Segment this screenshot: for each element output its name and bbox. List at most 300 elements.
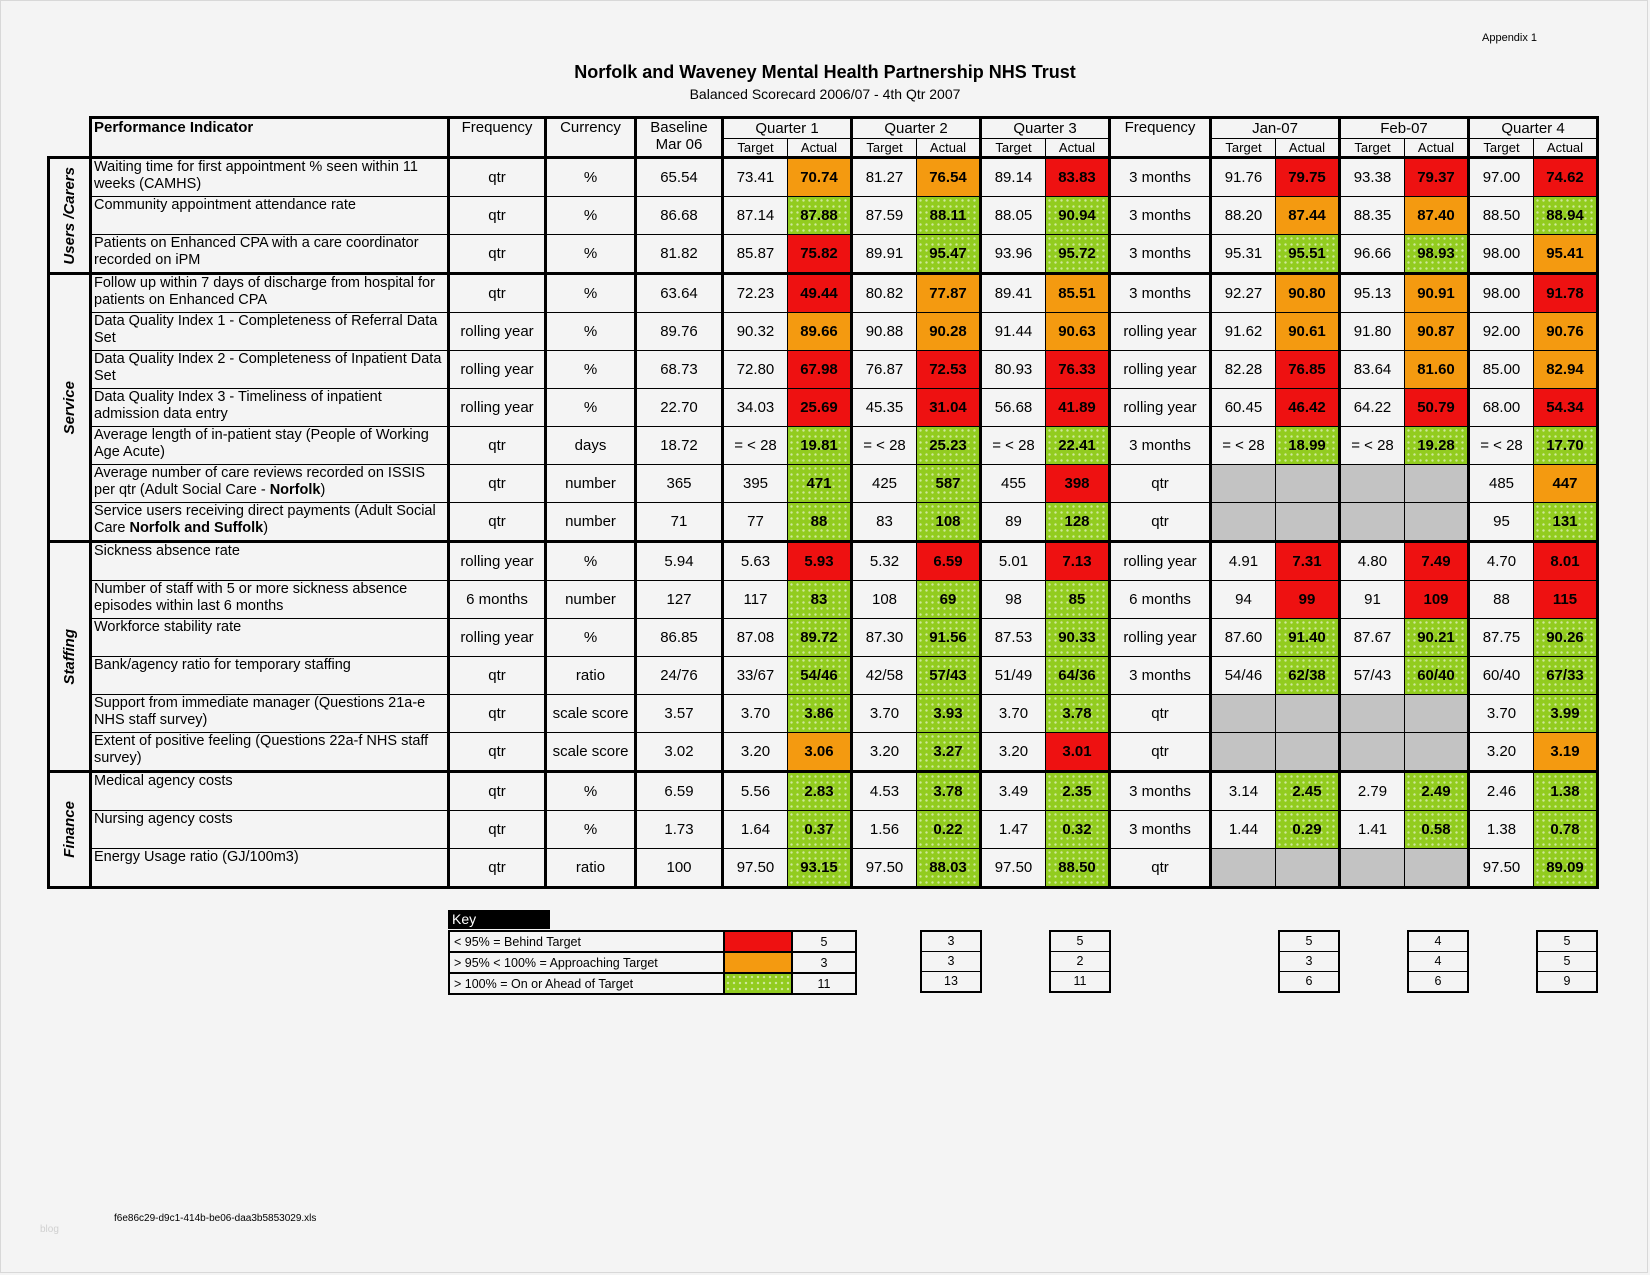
q1-actual-cell: 83	[788, 581, 852, 619]
table-row	[49, 811, 1598, 849]
frequency-cell: qtr	[449, 772, 546, 811]
feb-target-cell: = < 28	[1340, 427, 1405, 465]
indicator-name: Number of staff with 5 or more sickness absence episodes within last 6 months	[91, 581, 449, 619]
frequency-2-cell: qtr	[1110, 503, 1211, 542]
jan-target-cell: 54/46	[1211, 657, 1276, 695]
currency-cell: ratio	[546, 657, 636, 695]
q4-actual-cell: 115	[1534, 581, 1598, 619]
feb-actual-cell: 98.93	[1405, 235, 1469, 274]
indicator-name-part: )	[320, 482, 326, 498]
q3-actual-cell: 88.50	[1046, 849, 1110, 888]
table-row	[49, 772, 1598, 811]
jan-target-cell	[1211, 503, 1276, 542]
feb-target-cell: 95.13	[1340, 274, 1405, 313]
header-feb-target: Target	[1340, 139, 1405, 158]
jan-target-cell: 1.44	[1211, 811, 1276, 849]
frequency-2-cell: 3 months	[1110, 158, 1211, 197]
q3-actual-cell: 22.41	[1046, 427, 1110, 465]
baseline-cell: 5.94	[636, 542, 723, 581]
q1-actual-cell: 89.72	[788, 619, 852, 657]
q3-actual-cell: 41.89	[1046, 389, 1110, 427]
q1-target-cell: 117	[723, 581, 788, 619]
indicator-name	[91, 503, 449, 542]
jan-target-cell: 4.91	[1211, 542, 1276, 581]
feb-target-cell: 93.38	[1340, 158, 1405, 197]
q2-actual-cell: 90.28	[917, 313, 981, 351]
baseline-cell: 71	[636, 503, 723, 542]
frequency-cell: qtr	[449, 197, 546, 235]
frequency-2-cell: qtr	[1110, 733, 1211, 772]
jan-actual-cell: 79.75	[1276, 158, 1340, 197]
section-label: Service	[61, 380, 78, 435]
indicator-name-part: Service users receiving direct payments (Adult Social Care	[94, 503, 436, 536]
jan-actual-cell: 90.80	[1276, 274, 1340, 313]
q3-actual-cell: 85	[1046, 581, 1110, 619]
q1-target-cell: 87.08	[723, 619, 788, 657]
q1-target-cell: = < 28	[723, 427, 788, 465]
jan-target-cell	[1211, 733, 1276, 772]
indicator-name: Bank/agency ratio for temporary staffing	[91, 657, 449, 695]
q4-target-cell: 88.50	[1469, 197, 1534, 235]
q4-target-cell: 88	[1469, 581, 1534, 619]
q4-target-cell: 97.50	[1469, 849, 1534, 888]
header-quarter3: Quarter 3	[981, 118, 1110, 139]
q2-target-cell: 45.35	[852, 389, 917, 427]
q1-target-cell: 34.03	[723, 389, 788, 427]
q2-actual-cell: 108	[917, 503, 981, 542]
indicator-name: Average length of in-patient stay (People of Working Age Acute)	[91, 427, 449, 465]
jan-target-cell: 60.45	[1211, 389, 1276, 427]
header-jan-actual: Actual	[1276, 139, 1340, 158]
jan-actual-cell: 95.51	[1276, 235, 1340, 274]
jan-actual-cell	[1276, 849, 1340, 888]
jan-actual-cell: 2.45	[1276, 772, 1340, 811]
header-feb-actual: Actual	[1405, 139, 1469, 158]
q4-target-cell: 92.00	[1469, 313, 1534, 351]
q4-target-cell: 87.75	[1469, 619, 1534, 657]
frequency-cell: qtr	[449, 811, 546, 849]
indicator-name: Medical agency costs	[91, 772, 449, 811]
q2-target-cell: 4.53	[852, 772, 917, 811]
q1-target-cell: 85.87	[723, 235, 788, 274]
key-count-q3-orange: 2	[1051, 952, 1109, 972]
baseline-cell: 1.73	[636, 811, 723, 849]
key-label-approaching: > 95% < 100% = Approaching Target	[449, 952, 724, 973]
q3-target-cell: 56.68	[981, 389, 1046, 427]
section-label: Finance	[61, 801, 78, 858]
key-title: Key	[448, 910, 550, 929]
indicator-name	[91, 465, 449, 503]
indicator-name: Sickness absence rate	[91, 542, 449, 581]
feb-target-cell	[1340, 503, 1405, 542]
frequency-cell: qtr	[449, 427, 546, 465]
header-q2-actual: Actual	[917, 139, 981, 158]
q4-actual-cell: 91.78	[1534, 274, 1598, 313]
q4-target-cell: 485	[1469, 465, 1534, 503]
jan-actual-cell: 46.42	[1276, 389, 1340, 427]
q1-actual-cell: 471	[788, 465, 852, 503]
table-row	[49, 158, 1598, 197]
jan-target-cell: 95.31	[1211, 235, 1276, 274]
key-count-feb-red: 4	[1409, 932, 1467, 952]
jan-actual-cell	[1276, 695, 1340, 733]
frequency-2-cell: 6 months	[1110, 581, 1211, 619]
jan-actual-cell: 0.29	[1276, 811, 1340, 849]
key-count-q2-orange: 3	[922, 952, 980, 972]
q4-actual-cell: 67/33	[1534, 657, 1598, 695]
header-q4-target: Target	[1469, 139, 1534, 158]
table-row	[49, 389, 1598, 427]
q2-target-cell: 42/58	[852, 657, 917, 695]
key-count-jan-green: 6	[1305, 974, 1313, 988]
table-row	[49, 465, 1598, 503]
q2-target-cell: 5.32	[852, 542, 917, 581]
q3-target-cell: 89	[981, 503, 1046, 542]
q1-actual-cell: 88	[788, 503, 852, 542]
key-swatch-red	[724, 931, 792, 952]
feb-target-cell: 2.79	[1340, 772, 1405, 811]
baseline-cell: 365	[636, 465, 723, 503]
jan-actual-cell: 91.40	[1276, 619, 1340, 657]
q3-actual-cell: 128	[1046, 503, 1110, 542]
q3-target-cell: 91.44	[981, 313, 1046, 351]
q3-actual-cell: 7.13	[1046, 542, 1110, 581]
indicator-name-bold: Norfolk and Suffolk	[129, 520, 264, 536]
indicator-name: Nursing agency costs	[91, 811, 449, 849]
section-label-cell	[49, 158, 91, 274]
q1-actual-cell: 93.15	[788, 849, 852, 888]
q1-target-cell: 72.80	[723, 351, 788, 389]
key-count-q1-orange: 3	[792, 952, 856, 973]
header-q1-actual: Actual	[788, 139, 852, 158]
q1-target-cell: 5.63	[723, 542, 788, 581]
footer-watermark: blog	[40, 1224, 59, 1235]
table-row	[49, 427, 1598, 465]
feb-target-cell: 88.35	[1340, 197, 1405, 235]
q4-target-cell: 97.00	[1469, 158, 1534, 197]
jan-target-cell: 91.62	[1211, 313, 1276, 351]
currency-cell: %	[546, 274, 636, 313]
section-label: Users /Carers	[61, 166, 78, 265]
frequency-2-cell: rolling year	[1110, 389, 1211, 427]
indicator-name: Waiting time for first appointment % seen within 11 weeks (CAMHS)	[91, 158, 449, 197]
key-count-q1-red: 5	[792, 931, 856, 952]
feb-target-cell: 91	[1340, 581, 1405, 619]
currency-cell: %	[546, 389, 636, 427]
currency-cell: number	[546, 503, 636, 542]
table-row	[49, 619, 1598, 657]
frequency-cell: rolling year	[449, 313, 546, 351]
q2-target-cell: 83	[852, 503, 917, 542]
frequency-cell: qtr	[449, 503, 546, 542]
q4-actual-cell: 89.09	[1534, 849, 1598, 888]
frequency-cell: rolling year	[449, 542, 546, 581]
q1-target-cell: 73.41	[723, 158, 788, 197]
header-quarter1: Quarter 1	[723, 118, 852, 139]
feb-target-cell: 87.67	[1340, 619, 1405, 657]
frequency-2-cell: 3 months	[1110, 274, 1211, 313]
feb-actual-cell: 109	[1405, 581, 1469, 619]
feb-target-cell: 96.66	[1340, 235, 1405, 274]
jan-target-cell: = < 28	[1211, 427, 1276, 465]
q3-target-cell: 5.01	[981, 542, 1046, 581]
q3-actual-cell: 90.63	[1046, 313, 1110, 351]
q4-actual-cell: 8.01	[1534, 542, 1598, 581]
scorecard-table	[47, 116, 1599, 889]
jan-actual-cell: 99	[1276, 581, 1340, 619]
q3-actual-cell: 64/36	[1046, 657, 1110, 695]
currency-cell: ratio	[546, 849, 636, 888]
q2-target-cell: 76.87	[852, 351, 917, 389]
baseline-cell: 86.85	[636, 619, 723, 657]
q2-target-cell: 89.91	[852, 235, 917, 274]
q1-target-cell: 5.56	[723, 772, 788, 811]
key-label-ahead: > 100% = On or Ahead of Target	[449, 973, 724, 994]
key-swatch-orange	[724, 952, 792, 973]
q1-actual-cell: 54/46	[788, 657, 852, 695]
q3-target-cell: 80.93	[981, 351, 1046, 389]
q1-target-cell: 1.64	[723, 811, 788, 849]
feb-target-cell: 1.41	[1340, 811, 1405, 849]
table-row	[49, 657, 1598, 695]
frequency-2-cell: 3 months	[1110, 235, 1211, 274]
q1-target-cell: 77	[723, 503, 788, 542]
feb-actual-cell: 90.91	[1405, 274, 1469, 313]
baseline-cell: 127	[636, 581, 723, 619]
frequency-2-cell: qtr	[1110, 849, 1211, 888]
feb-target-cell: 91.80	[1340, 313, 1405, 351]
q4-target-cell: 98.00	[1469, 274, 1534, 313]
feb-target-cell	[1340, 695, 1405, 733]
feb-target-cell: 83.64	[1340, 351, 1405, 389]
q4-target-cell: 68.00	[1469, 389, 1534, 427]
q1-target-cell: 33/67	[723, 657, 788, 695]
q2-actual-cell: 91.56	[917, 619, 981, 657]
feb-actual-cell: 0.58	[1405, 811, 1469, 849]
q3-actual-cell: 90.33	[1046, 619, 1110, 657]
q2-actual-cell: 587	[917, 465, 981, 503]
q1-actual-cell: 75.82	[788, 235, 852, 274]
q3-actual-cell: 85.51	[1046, 274, 1110, 313]
feb-target-cell	[1340, 849, 1405, 888]
key-count-jan-orange: 3	[1280, 952, 1338, 972]
q3-target-cell: 98	[981, 581, 1046, 619]
frequency-cell: qtr	[449, 733, 546, 772]
currency-cell: %	[546, 158, 636, 197]
baseline-cell: 6.59	[636, 772, 723, 811]
q2-actual-cell: 31.04	[917, 389, 981, 427]
baseline-cell: 68.73	[636, 351, 723, 389]
currency-cell: %	[546, 313, 636, 351]
indicator-name: Data Quality Index 1 - Completeness of Referral Data Set	[91, 313, 449, 351]
jan-target-cell: 88.20	[1211, 197, 1276, 235]
q1-actual-cell: 25.69	[788, 389, 852, 427]
indicator-name-bold: Norfolk	[269, 482, 321, 498]
q3-target-cell: 51/49	[981, 657, 1046, 695]
section-label: Staffing	[61, 628, 78, 685]
key-label-behind: < 95% = Behind Target	[449, 931, 724, 952]
key-count-q1-green: 11	[792, 973, 856, 994]
q4-actual-cell: 82.94	[1534, 351, 1598, 389]
frequency-2-cell: rolling year	[1110, 351, 1211, 389]
currency-cell: %	[546, 351, 636, 389]
q1-actual-cell: 67.98	[788, 351, 852, 389]
q1-actual-cell: 5.93	[788, 542, 852, 581]
q4-actual-cell: 447	[1534, 465, 1598, 503]
jan-target-cell: 3.14	[1211, 772, 1276, 811]
q1-actual-cell: 3.86	[788, 695, 852, 733]
q2-actual-cell: 95.47	[917, 235, 981, 274]
q4-actual-cell: 90.76	[1534, 313, 1598, 351]
table-row	[49, 197, 1598, 235]
q4-target-cell: 98.00	[1469, 235, 1534, 274]
q1-target-cell: 97.50	[723, 849, 788, 888]
q4-actual-cell: 54.34	[1534, 389, 1598, 427]
q2-target-cell: 108	[852, 581, 917, 619]
key-counts-q2	[920, 930, 982, 993]
header-q3-target: Target	[981, 139, 1046, 158]
key-count-q4-orange: 5	[1538, 952, 1596, 972]
feb-actual-cell: 19.28	[1405, 427, 1469, 465]
q1-actual-cell: 19.81	[788, 427, 852, 465]
q3-target-cell: 3.70	[981, 695, 1046, 733]
q1-target-cell: 87.14	[723, 197, 788, 235]
header-quarter2: Quarter 2	[852, 118, 981, 139]
frequency-2-cell: 3 months	[1110, 772, 1211, 811]
table-row	[49, 235, 1598, 274]
table-row	[49, 581, 1598, 619]
page-subtitle: Balanced Scorecard 2006/07 - 4th Qtr 2007	[689, 86, 961, 102]
baseline-cell: 24/76	[636, 657, 723, 695]
q3-target-cell: 87.53	[981, 619, 1046, 657]
key-swatch-green	[724, 973, 792, 994]
feb-actual-cell	[1405, 733, 1469, 772]
q2-target-cell: 3.70	[852, 695, 917, 733]
q3-target-cell: 89.14	[981, 158, 1046, 197]
indicator-name: Follow up within 7 days of discharge from hospital for patients on Enhanced CPA	[91, 274, 449, 313]
q2-target-cell: 1.56	[852, 811, 917, 849]
q4-target-cell: 3.20	[1469, 733, 1534, 772]
baseline-cell: 22.70	[636, 389, 723, 427]
q3-target-cell: 93.96	[981, 235, 1046, 274]
indicator-name-part: )	[263, 520, 269, 536]
indicator-name: Workforce stability rate	[91, 619, 449, 657]
key-counts-jan	[1278, 930, 1340, 993]
feb-actual-cell	[1405, 695, 1469, 733]
jan-target-cell: 92.27	[1211, 274, 1276, 313]
q3-actual-cell: 3.78	[1046, 695, 1110, 733]
key-count-q3-red: 5	[1051, 932, 1109, 952]
q1-actual-cell: 70.74	[788, 158, 852, 197]
frequency-cell: qtr	[449, 849, 546, 888]
indicator-name: Community appointment attendance rate	[91, 197, 449, 235]
q4-actual-cell: 131	[1534, 503, 1598, 542]
q4-target-cell: 85.00	[1469, 351, 1534, 389]
currency-cell: number	[546, 465, 636, 503]
q1-actual-cell: 3.06	[788, 733, 852, 772]
baseline-cell: 3.02	[636, 733, 723, 772]
q2-target-cell: 87.59	[852, 197, 917, 235]
q1-actual-cell: 49.44	[788, 274, 852, 313]
table-row	[49, 351, 1598, 389]
key-counts-feb	[1407, 930, 1469, 993]
q4-target-cell: 4.70	[1469, 542, 1534, 581]
header-frequency-2: Frequency	[1110, 118, 1211, 158]
q1-target-cell: 72.23	[723, 274, 788, 313]
q4-target-cell: 3.70	[1469, 695, 1534, 733]
q3-target-cell: 97.50	[981, 849, 1046, 888]
q3-actual-cell: 95.72	[1046, 235, 1110, 274]
header-performance-indicator: Performance Indicator	[91, 118, 449, 158]
currency-cell: scale score	[546, 733, 636, 772]
q3-target-cell: 89.41	[981, 274, 1046, 313]
q3-target-cell: 3.20	[981, 733, 1046, 772]
jan-target-cell: 87.60	[1211, 619, 1276, 657]
q2-actual-cell: 3.78	[917, 772, 981, 811]
indicator-name: Data Quality Index 2 - Completeness of Inpatient Data Set	[91, 351, 449, 389]
key-count-feb-orange: 4	[1409, 952, 1467, 972]
frequency-cell: qtr	[449, 274, 546, 313]
jan-target-cell	[1211, 849, 1276, 888]
feb-actual-cell	[1405, 465, 1469, 503]
q3-target-cell: 1.47	[981, 811, 1046, 849]
frequency-2-cell: 3 months	[1110, 657, 1211, 695]
header-q3-actual: Actual	[1046, 139, 1110, 158]
table-row	[49, 313, 1598, 351]
q1-target-cell: 395	[723, 465, 788, 503]
feb-actual-cell: 50.79	[1405, 389, 1469, 427]
q2-target-cell: 97.50	[852, 849, 917, 888]
indicator-name: Energy Usage ratio (GJ/100m3)	[91, 849, 449, 888]
frequency-cell: qtr	[449, 695, 546, 733]
jan-actual-cell	[1276, 733, 1340, 772]
frequency-cell: rolling year	[449, 619, 546, 657]
q4-target-cell: 60/40	[1469, 657, 1534, 695]
q3-actual-cell: 398	[1046, 465, 1110, 503]
frequency-2-cell: qtr	[1110, 695, 1211, 733]
q1-actual-cell: 0.37	[788, 811, 852, 849]
q2-actual-cell: 25.23	[917, 427, 981, 465]
key-table	[448, 930, 857, 995]
appendix-label: Appendix 1	[1482, 32, 1538, 44]
header-baseline-line2: Mar 06	[655, 136, 703, 153]
jan-target-cell: 94	[1211, 581, 1276, 619]
frequency-2-cell: 3 months	[1110, 427, 1211, 465]
q2-target-cell: 425	[852, 465, 917, 503]
header-quarter4: Quarter 4	[1469, 118, 1598, 139]
header-baseline	[636, 118, 723, 158]
jan-actual-cell: 7.31	[1276, 542, 1340, 581]
header-baseline-line1: Baseline	[650, 119, 708, 136]
currency-cell: days	[546, 427, 636, 465]
feb-actual-cell: 81.60	[1405, 351, 1469, 389]
frequency-cell: qtr	[449, 235, 546, 274]
header-q2-target: Target	[852, 139, 917, 158]
feb-actual-cell	[1405, 849, 1469, 888]
section-label-cell	[49, 542, 91, 772]
jan-actual-cell: 87.44	[1276, 197, 1340, 235]
feb-target-cell	[1340, 465, 1405, 503]
currency-cell: %	[546, 811, 636, 849]
key-count-q4-green: 9	[1563, 974, 1571, 988]
q2-actual-cell: 69	[917, 581, 981, 619]
page-title: Norfolk and Waveney Mental Health Partnership NHS Trust	[574, 62, 1076, 82]
feb-target-cell	[1340, 733, 1405, 772]
jan-actual-cell	[1276, 465, 1340, 503]
q2-target-cell: = < 28	[852, 427, 917, 465]
q1-target-cell: 3.20	[723, 733, 788, 772]
q4-actual-cell: 74.62	[1534, 158, 1598, 197]
